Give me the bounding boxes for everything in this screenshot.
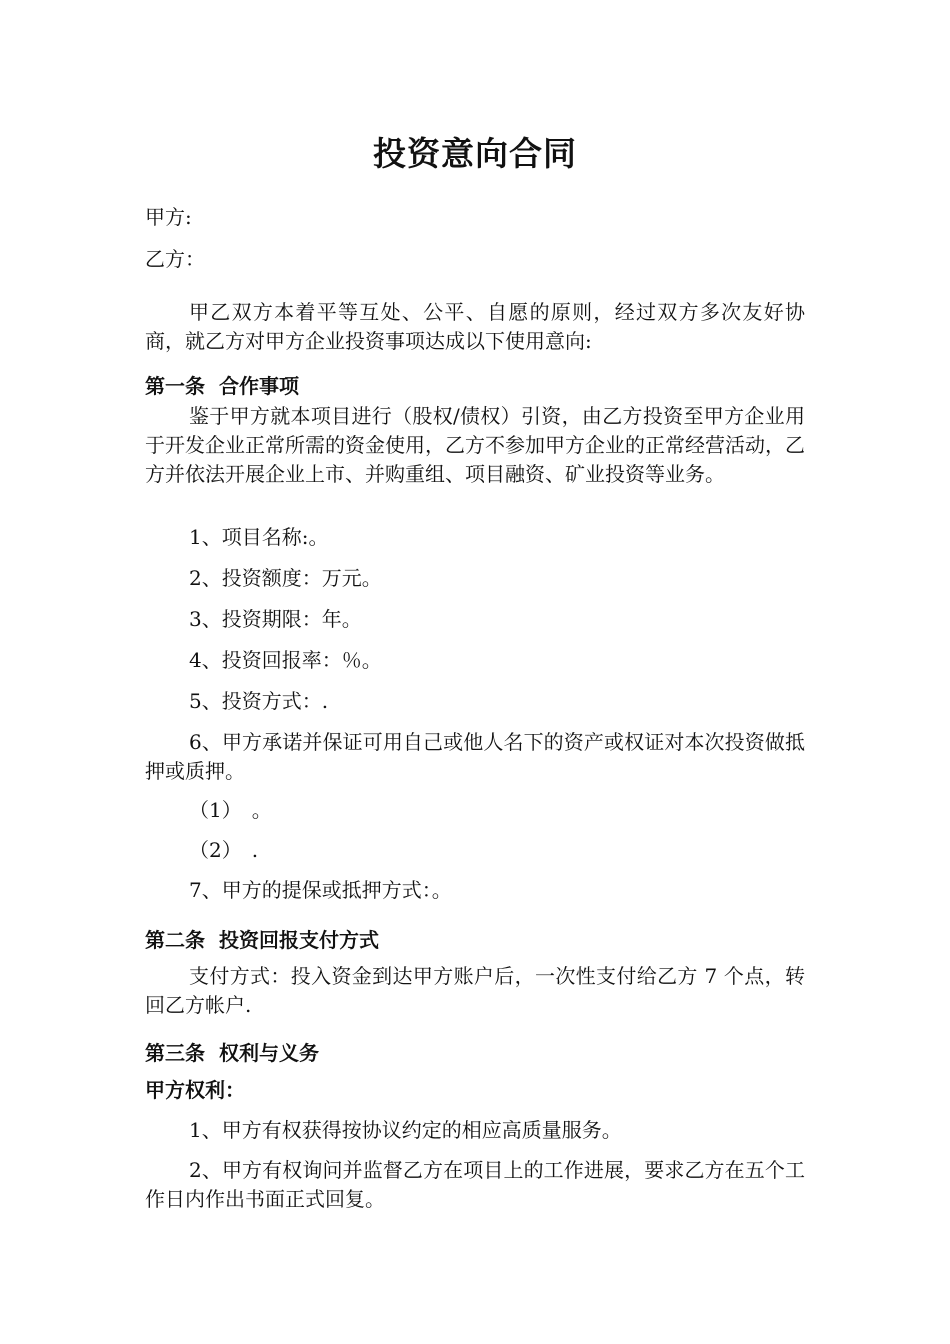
party-b-line: 乙方： <box>145 247 205 271</box>
article-3-title: 权利与义务 <box>219 1041 319 1065</box>
article-1-subitem: （2） . <box>189 838 259 862</box>
article-1-body: 鉴于甲方就本项目进行（股权/债权）引资，由乙方投资至甲方企业用于开发企业正常所需的资金使用，乙方不参加甲方企业的正常经营活动，乙方并依法开展企业上市、并购重组、项目融资、矿业投资等业务。 <box>145 404 805 486</box>
article-2-body: 支付方式：投入资金到达甲方账户后，一次性支付给乙方 7 个点，转回乙方帐户. <box>145 964 805 1017</box>
article-1-number: 第一条 <box>145 374 205 398</box>
article-1-item: 6、甲方承诺并保证可用自己或他人名下的资产或权证对本次投资做抵押或质押。 <box>145 730 805 783</box>
article-1-heading <box>145 372 805 401</box>
article-1-item: 3、投资期限：年。 <box>189 607 362 631</box>
preamble-paragraph: 甲乙双方本着平等互处、公平、自愿的原则，经过双方多次友好协商，就乙方对甲方企业投资事项达成以下使用意向: <box>145 300 805 353</box>
article-3-item: 2、甲方有权询问并监督乙方在项目上的工作进展，要求乙方在五个工作日内作出书面正式回复。 <box>145 1158 805 1211</box>
article-3-item: 1、甲方有权获得按协议约定的相应高质量服务。 <box>189 1118 622 1142</box>
article-1-subitem: （1） 。 <box>189 798 272 822</box>
article-2-number: 第二条 <box>145 928 205 952</box>
article-3-number: 第三条 <box>145 1041 205 1065</box>
article-2-title: 投资回报支付方式 <box>219 928 379 952</box>
article-1-item: 4、投资回报率：％。 <box>189 648 382 672</box>
party-a-line: 甲方: <box>145 205 192 229</box>
article-1-title: 合作事项 <box>219 374 299 398</box>
party-a-rights-heading: 甲方权利： <box>145 1078 245 1102</box>
article-3-heading <box>145 1039 805 1068</box>
article-1-item: 7、甲方的提保或抵押方式：。 <box>189 878 452 902</box>
article-1-item: 2、投资额度：万元。 <box>189 566 382 590</box>
article-1-item: 5、投资方式：. <box>189 689 329 713</box>
document-title: 投资意向合同 <box>373 134 577 173</box>
article-2-heading <box>145 926 805 955</box>
article-1-item: 1、项目名称:。 <box>189 525 329 549</box>
